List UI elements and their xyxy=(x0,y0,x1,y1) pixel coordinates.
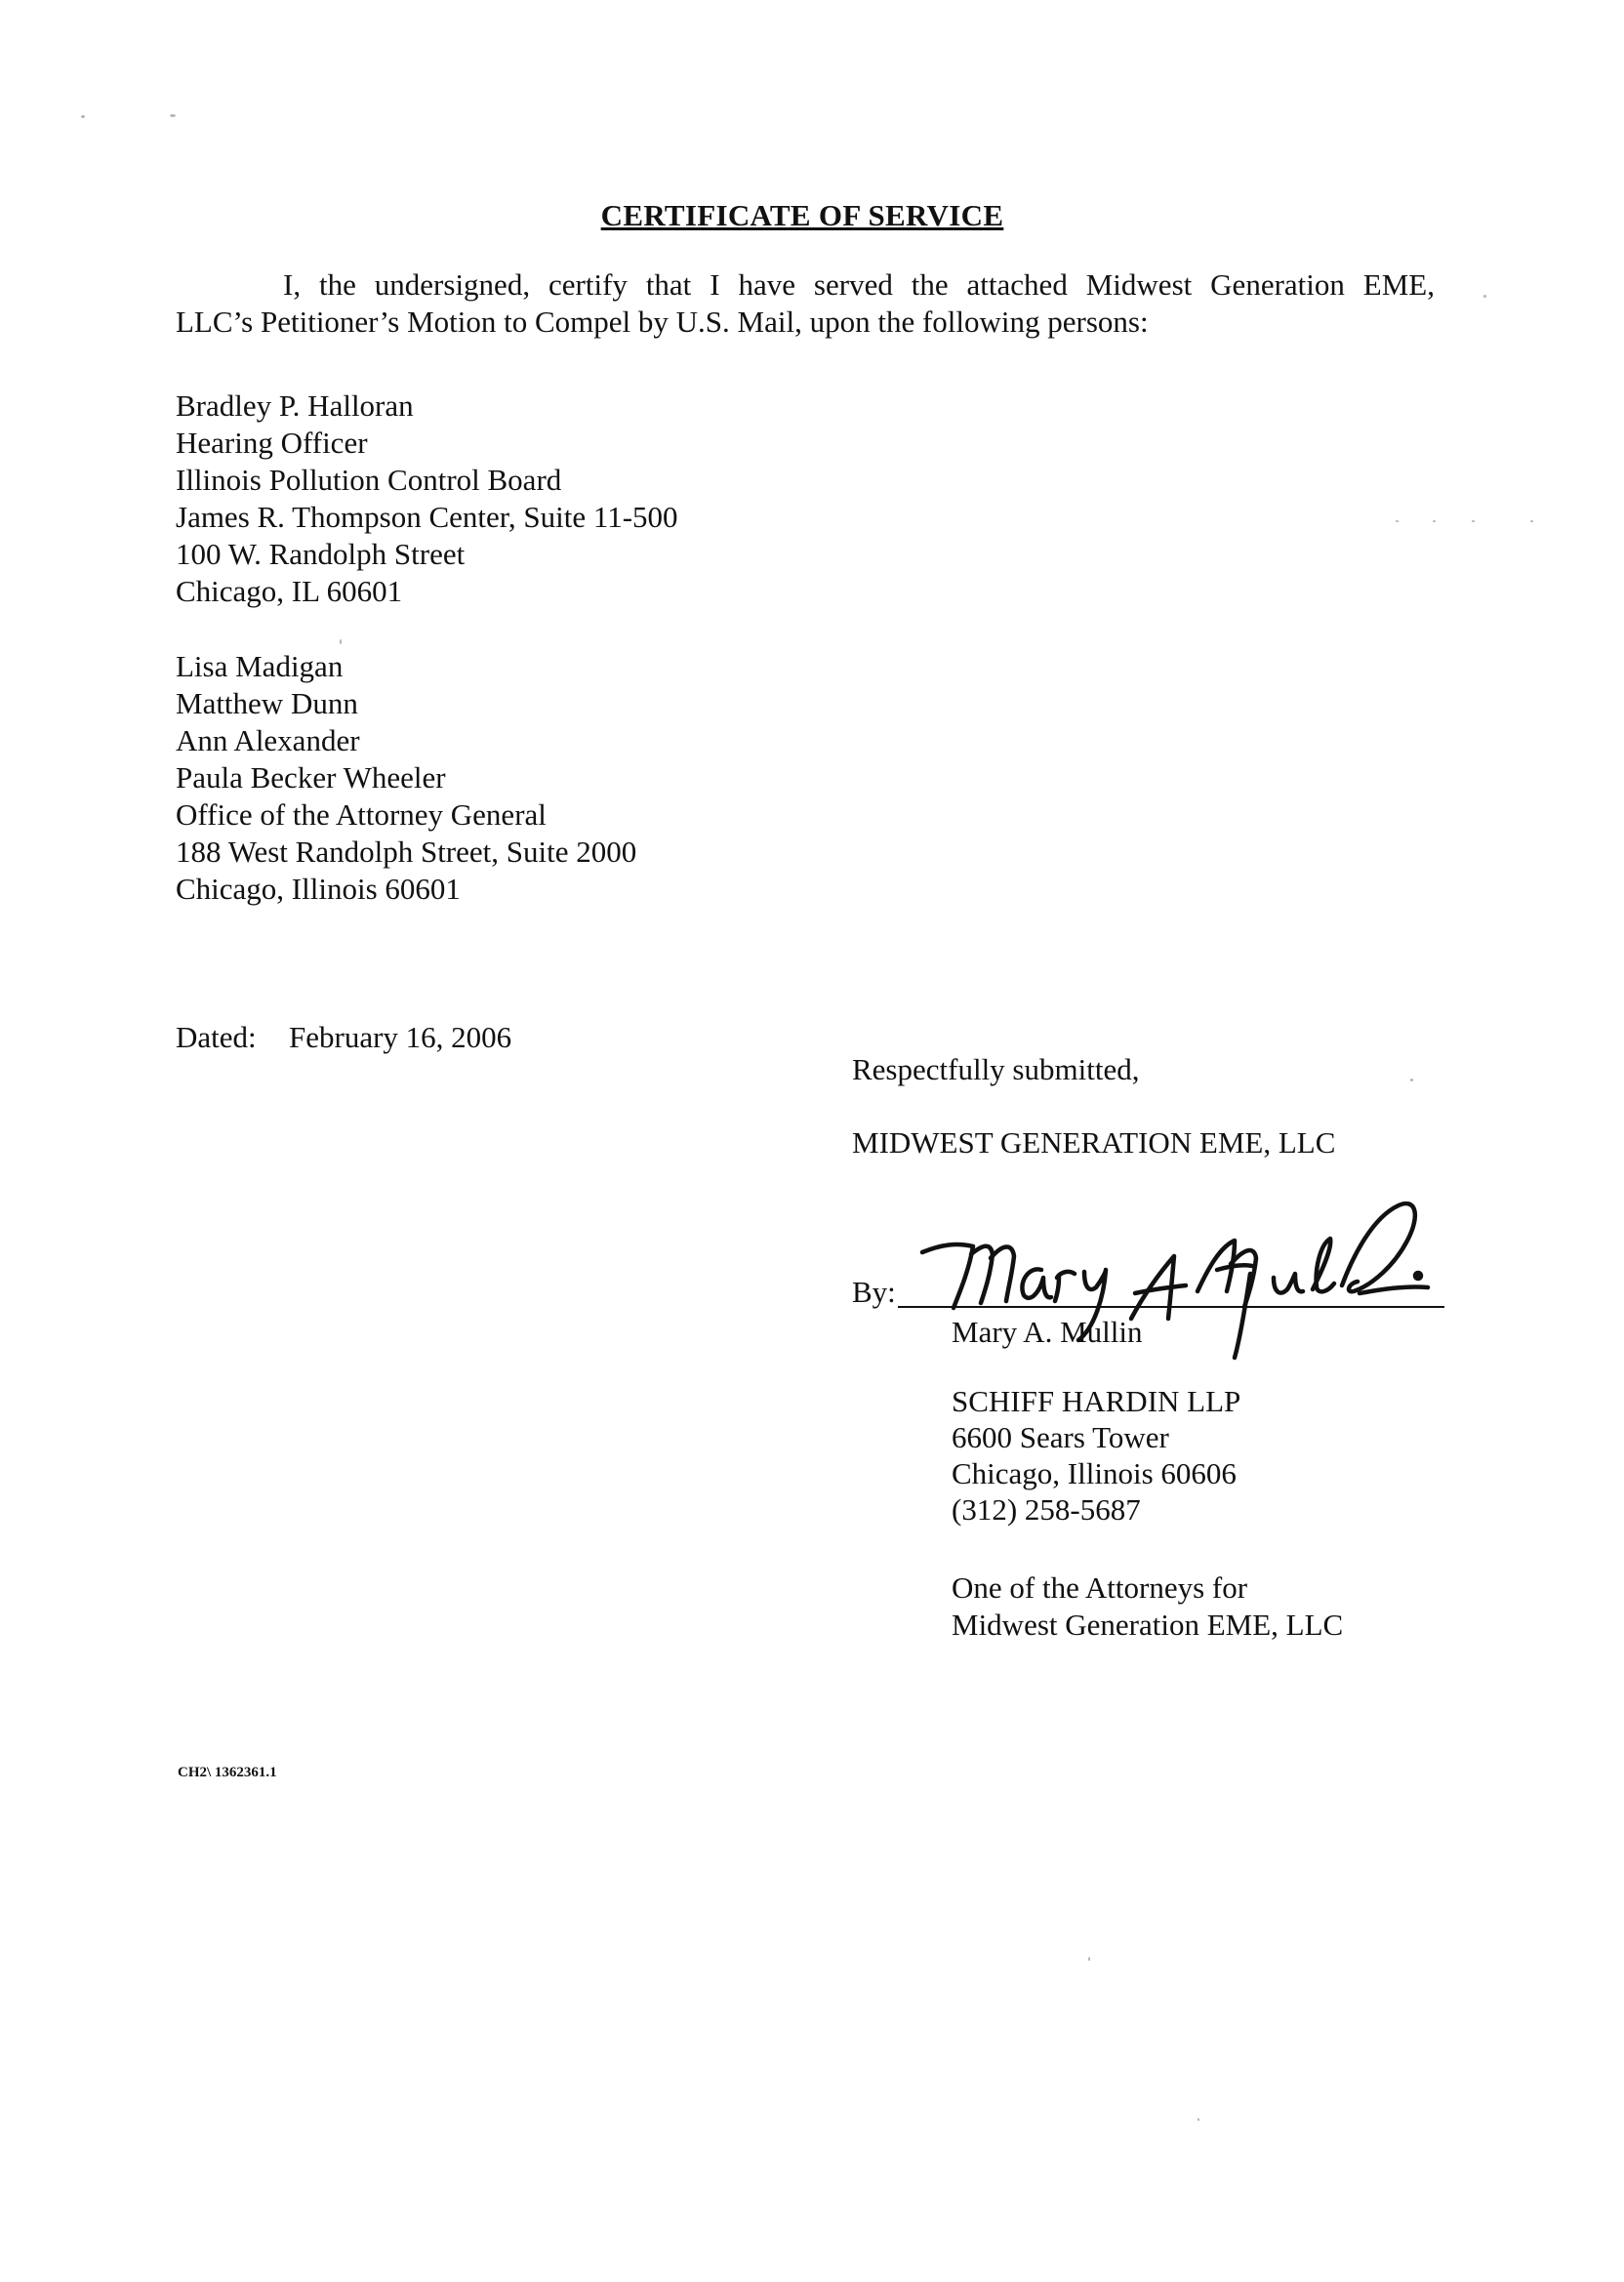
intro-line-1: I, the undersigned, certify that I have served the attached Midwest Generation EME, xyxy=(283,267,1435,302)
recipient-address-halloran xyxy=(176,387,678,610)
scan-speck xyxy=(81,115,85,118)
address-line: Chicago, Illinois 60601 xyxy=(176,872,461,906)
scan-speck xyxy=(170,114,176,117)
recipient-address-attorney-general xyxy=(176,648,636,908)
scan-speck xyxy=(1198,2118,1199,2121)
firm-line: SCHIFF HARDIN LLP xyxy=(952,1384,1241,1418)
firm-line: (312) 258-5687 xyxy=(952,1492,1141,1527)
page-title: CERTIFICATE OF SERVICE xyxy=(600,198,1004,232)
address-line: Bradley P. Halloran xyxy=(176,388,414,423)
address-line: Illinois Pollution Control Board xyxy=(176,463,562,497)
role-line: One of the Attorneys for xyxy=(952,1570,1248,1605)
address-line: Chicago, IL 60601 xyxy=(176,574,403,608)
scan-speck xyxy=(1396,520,1399,522)
intro-line-2: LLC’s Petitioner’s Motion to Compel by U.S. Mail, upon the following persons: xyxy=(176,305,1149,339)
scan-speck xyxy=(1088,1957,1090,1961)
attorney-role xyxy=(952,1569,1343,1644)
address-line: Ann Alexander xyxy=(176,723,360,757)
by-label: By: xyxy=(852,1275,896,1309)
document-id: CH2\ 1362361.1 xyxy=(178,1765,277,1780)
address-line: Paula Becker Wheeler xyxy=(176,760,446,795)
intro-paragraph xyxy=(176,266,1435,341)
address-line: Lisa Madigan xyxy=(176,649,344,683)
scan-speck xyxy=(1483,295,1486,298)
address-line: 100 W. Randolph Street xyxy=(176,537,466,571)
address-line: Office of the Attorney General xyxy=(176,797,547,832)
firm-line: Chicago, Illinois 60606 xyxy=(952,1456,1237,1490)
scan-speck xyxy=(1472,520,1475,522)
firm-address xyxy=(952,1383,1240,1528)
role-line: Midwest Generation EME, LLC xyxy=(952,1608,1344,1642)
address-line: Matthew Dunn xyxy=(176,686,358,720)
dated-value: February 16, 2006 xyxy=(289,1020,512,1054)
scan-speck xyxy=(1433,520,1436,522)
dated-label: Dated: xyxy=(176,1020,257,1054)
signer-name: Mary A. Mullin xyxy=(952,1315,1143,1349)
respectfully-submitted: Respectfully submitted, xyxy=(852,1052,1140,1086)
firm-line: 6600 Sears Tower xyxy=(952,1420,1169,1454)
scan-speck xyxy=(1530,520,1533,522)
scan-speck xyxy=(340,639,342,644)
address-line: Hearing Officer xyxy=(176,426,368,460)
address-line: James R. Thompson Center, Suite 11-500 xyxy=(176,500,678,534)
address-line: 188 West Randolph Street, Suite 2000 xyxy=(176,835,637,869)
dated-line xyxy=(176,1020,511,1055)
scan-speck xyxy=(1410,1079,1413,1081)
company-name: MIDWEST GENERATION EME, LLC xyxy=(852,1125,1336,1160)
